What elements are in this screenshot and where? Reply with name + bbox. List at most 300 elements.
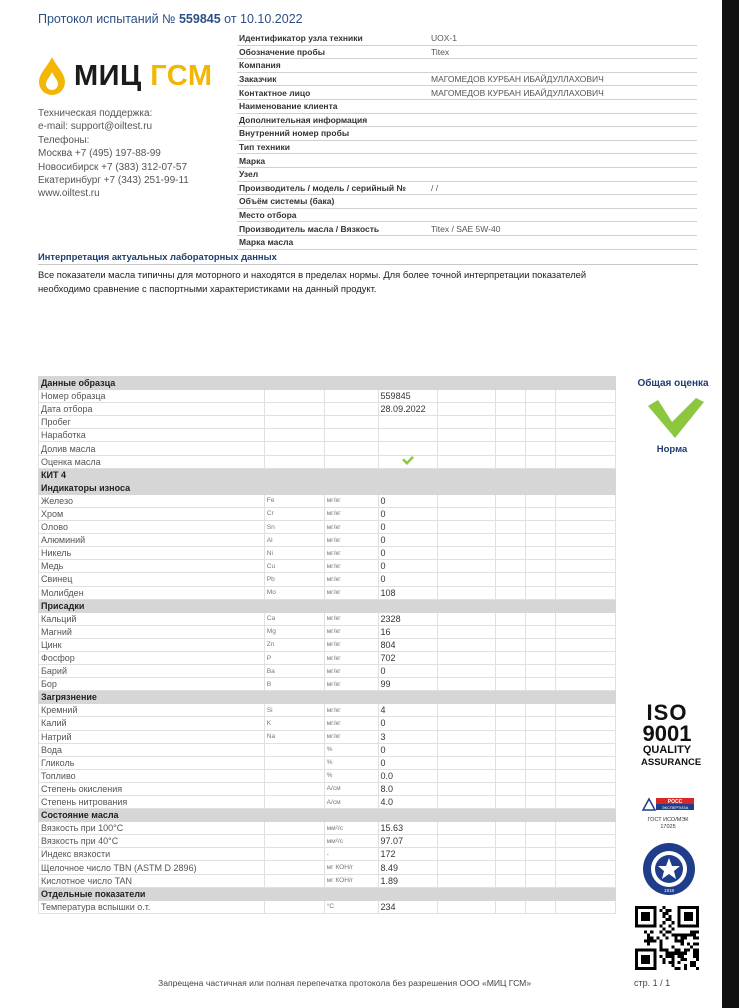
param-symbol xyxy=(264,403,324,416)
section-header-row xyxy=(39,887,616,900)
param-unit: мм²/с xyxy=(324,835,378,848)
info-value: UOX-1 xyxy=(429,32,697,45)
param-value: 0 xyxy=(378,756,437,769)
param-name: Магний xyxy=(39,625,265,638)
empty-cell xyxy=(496,717,526,730)
empty-cell xyxy=(496,442,526,455)
param-symbol: Al xyxy=(264,534,324,547)
empty-cell xyxy=(526,442,556,455)
param-symbol xyxy=(264,416,324,429)
table-row xyxy=(39,743,616,756)
param-symbol: Cu xyxy=(264,560,324,573)
param-value: 0 xyxy=(378,743,437,756)
empty-cell xyxy=(556,416,616,429)
empty-cell xyxy=(437,704,496,717)
empty-cell xyxy=(556,455,616,468)
section-title: Индикаторы износа xyxy=(39,481,616,494)
param-symbol: Mg xyxy=(264,625,324,638)
empty-cell xyxy=(496,521,526,534)
empty-cell xyxy=(526,547,556,560)
section-header-row xyxy=(39,691,616,704)
param-value: 97.07 xyxy=(378,835,437,848)
empty-cell xyxy=(496,534,526,547)
empty-cell xyxy=(496,403,526,416)
info-label: Наименование клиента xyxy=(237,99,429,113)
param-symbol xyxy=(264,861,324,874)
table-row xyxy=(39,665,616,678)
table-row xyxy=(39,547,616,560)
empty-cell xyxy=(496,625,526,638)
param-value xyxy=(378,416,437,429)
param-value: 16 xyxy=(378,625,437,638)
empty-cell xyxy=(437,521,496,534)
empty-cell xyxy=(526,900,556,913)
empty-cell xyxy=(437,861,496,874)
empty-cell xyxy=(496,651,526,664)
empty-cell xyxy=(437,782,496,795)
empty-cell xyxy=(526,717,556,730)
empty-cell xyxy=(526,416,556,429)
param-value: 108 xyxy=(378,586,437,599)
empty-cell xyxy=(556,769,616,782)
empty-cell xyxy=(526,390,556,403)
empty-cell xyxy=(496,507,526,520)
info-row xyxy=(237,86,697,100)
empty-cell xyxy=(526,612,556,625)
empty-cell xyxy=(556,678,616,691)
section-title: Отдельные показатели xyxy=(39,887,616,900)
protocol-date: от 10.10.2022 xyxy=(224,12,303,26)
empty-cell xyxy=(556,625,616,638)
table-row xyxy=(39,507,616,520)
interpretation-title: Интерпретация актуальных лабораторных данных xyxy=(38,251,698,265)
empty-cell xyxy=(437,743,496,756)
info-row xyxy=(237,32,697,45)
param-unit: мг/кг xyxy=(324,534,378,547)
empty-cell xyxy=(496,612,526,625)
empty-cell xyxy=(496,547,526,560)
empty-cell xyxy=(556,403,616,416)
empty-cell xyxy=(437,822,496,835)
logo-text xyxy=(74,60,213,93)
empty-cell xyxy=(526,403,556,416)
param-unit: A/см xyxy=(324,796,378,809)
empty-cell xyxy=(556,586,616,599)
param-unit: мг/кг xyxy=(324,573,378,586)
param-value: 3 xyxy=(378,730,437,743)
info-label: Объём системы (бака) xyxy=(237,195,429,209)
param-unit: % xyxy=(324,769,378,782)
empty-cell xyxy=(556,429,616,442)
empty-cell xyxy=(556,442,616,455)
empty-cell xyxy=(496,874,526,887)
empty-cell xyxy=(526,429,556,442)
page-edge-shadow xyxy=(722,0,739,1008)
param-value: 4.0 xyxy=(378,796,437,809)
info-value xyxy=(429,167,697,181)
university-seal-icon xyxy=(642,842,696,896)
param-symbol xyxy=(264,874,324,887)
empty-cell xyxy=(526,560,556,573)
empty-cell xyxy=(496,494,526,507)
info-row xyxy=(237,140,697,154)
contact-email[interactable]: e-mail: support@oiltest.ru xyxy=(38,121,153,133)
section-title: Присадки xyxy=(39,599,616,612)
table-row xyxy=(39,874,616,887)
param-value: 0 xyxy=(378,521,437,534)
empty-cell xyxy=(496,861,526,874)
empty-cell xyxy=(496,429,526,442)
param-symbol xyxy=(264,796,324,809)
param-value: 28.09.2022 xyxy=(378,403,437,416)
empty-cell xyxy=(526,756,556,769)
param-symbol: Sn xyxy=(264,521,324,534)
table-row xyxy=(39,403,616,416)
param-unit: мг/кг xyxy=(324,560,378,573)
table-row xyxy=(39,835,616,848)
param-name: Кислотное число TAN xyxy=(39,874,265,887)
empty-cell xyxy=(437,442,496,455)
param-value: 702 xyxy=(378,651,437,664)
param-value: 0 xyxy=(378,573,437,586)
empty-cell xyxy=(526,769,556,782)
param-name: Фосфор xyxy=(39,651,265,664)
param-unit: мг КОН/г xyxy=(324,874,378,887)
param-unit: мг/кг xyxy=(324,730,378,743)
empty-cell xyxy=(437,586,496,599)
empty-cell xyxy=(437,534,496,547)
param-value: 2328 xyxy=(378,612,437,625)
table-row xyxy=(39,494,616,507)
table-row xyxy=(39,900,616,913)
param-value xyxy=(378,429,437,442)
param-value: 0 xyxy=(378,534,437,547)
param-unit xyxy=(324,403,378,416)
empty-cell xyxy=(556,848,616,861)
empty-cell xyxy=(437,390,496,403)
param-value: 234 xyxy=(378,900,437,913)
param-symbol xyxy=(264,822,324,835)
empty-cell xyxy=(556,861,616,874)
empty-cell xyxy=(526,507,556,520)
param-name: Температура вспышки о.т. xyxy=(39,900,265,913)
info-row xyxy=(237,99,697,113)
param-value: 4 xyxy=(378,704,437,717)
empty-cell xyxy=(526,638,556,651)
empty-cell xyxy=(496,586,526,599)
info-row xyxy=(237,72,697,86)
param-name: Свинец xyxy=(39,573,265,586)
empty-cell xyxy=(556,534,616,547)
table-row xyxy=(39,717,616,730)
empty-cell xyxy=(556,390,616,403)
info-label: Внутренний номер пробы xyxy=(237,127,429,141)
param-unit: мг/кг xyxy=(324,665,378,678)
empty-cell xyxy=(556,521,616,534)
param-name: Олово xyxy=(39,521,265,534)
param-name: Натрий xyxy=(39,730,265,743)
empty-cell xyxy=(437,730,496,743)
contact-phone-ekaterinburg: Екатеринбург +7 (343) 251-99-11 xyxy=(38,175,189,187)
param-unit: мг/кг xyxy=(324,547,378,560)
empty-cell xyxy=(556,743,616,756)
empty-cell xyxy=(556,874,616,887)
flame-drop-icon xyxy=(38,56,66,96)
param-value: 8.0 xyxy=(378,782,437,795)
info-value xyxy=(429,99,697,113)
empty-cell xyxy=(496,822,526,835)
empty-cell xyxy=(496,678,526,691)
gost-label-2: 17025 xyxy=(660,824,676,830)
info-row xyxy=(237,208,697,222)
info-label: Обозначение пробы xyxy=(237,45,429,59)
param-unit: мг/кг xyxy=(324,507,378,520)
empty-cell xyxy=(437,429,496,442)
empty-cell xyxy=(437,769,496,782)
param-unit: мг/кг xyxy=(324,717,378,730)
section-header-row xyxy=(39,809,616,822)
param-unit: мг/кг xyxy=(324,521,378,534)
empty-cell xyxy=(526,796,556,809)
badge-text-2: ЭКСПЕРТИЗА xyxy=(661,805,689,810)
empty-cell xyxy=(437,416,496,429)
contact-website[interactable]: www.oiltest.ru xyxy=(38,188,100,200)
empty-cell xyxy=(526,455,556,468)
iso-line-3: QUALITY xyxy=(642,744,692,756)
param-name: Оценка масла xyxy=(39,455,265,468)
table-row xyxy=(39,678,616,691)
info-value: Titex xyxy=(429,45,697,59)
empty-cell xyxy=(556,835,616,848)
iso-9001-logo xyxy=(641,700,702,768)
table-row xyxy=(39,560,616,573)
empty-cell xyxy=(526,848,556,861)
qr-code-icon[interactable] xyxy=(635,906,699,970)
empty-cell xyxy=(556,560,616,573)
info-label: Место отбора xyxy=(237,208,429,222)
empty-cell xyxy=(437,625,496,638)
param-value xyxy=(378,455,437,468)
section-title: Данные образца xyxy=(39,377,616,390)
info-value xyxy=(429,208,697,222)
info-value xyxy=(429,235,697,249)
table-row xyxy=(39,651,616,664)
info-row xyxy=(237,222,697,236)
param-name: Долив масла xyxy=(39,442,265,455)
info-row xyxy=(237,154,697,168)
empty-cell xyxy=(496,560,526,573)
param-unit xyxy=(324,429,378,442)
empty-cell xyxy=(496,835,526,848)
overall-rating-title: Общая оценка xyxy=(637,378,709,389)
logo-main-text: МИЦ xyxy=(74,59,142,92)
info-label: Производитель масла / Вязкость xyxy=(237,222,429,236)
param-name: Номер образца xyxy=(39,390,265,403)
param-symbol: Zn xyxy=(264,638,324,651)
results-table xyxy=(38,376,616,914)
param-name: Щелочное число TBN (ASTM D 2896) xyxy=(39,861,265,874)
table-row xyxy=(39,390,616,403)
param-unit: % xyxy=(324,756,378,769)
info-row xyxy=(237,167,697,181)
param-value: 15.63 xyxy=(378,822,437,835)
param-symbol: Fe xyxy=(264,494,324,507)
info-value xyxy=(429,113,697,127)
badge-text: РОСС xyxy=(667,799,683,805)
empty-cell xyxy=(437,796,496,809)
info-label: Компания xyxy=(237,59,429,73)
param-value: 0 xyxy=(378,560,437,573)
param-symbol: Ca xyxy=(264,612,324,625)
param-unit xyxy=(324,442,378,455)
info-value: МАГОМЕДОВ КУРБАН ИБАЙДУЛЛАХОВИЧ xyxy=(429,72,697,86)
protocol-header xyxy=(38,12,303,26)
param-name: Алюминий xyxy=(39,534,265,547)
empty-cell xyxy=(437,874,496,887)
empty-cell xyxy=(526,704,556,717)
empty-cell xyxy=(437,756,496,769)
table-row xyxy=(39,455,616,468)
info-row xyxy=(237,45,697,59)
param-name: Бор xyxy=(39,678,265,691)
empty-cell xyxy=(526,534,556,547)
param-name: Степень нитрования xyxy=(39,796,265,809)
empty-cell xyxy=(437,403,496,416)
param-symbol xyxy=(264,782,324,795)
section-title: Загрязнение xyxy=(39,691,616,704)
param-symbol xyxy=(264,429,324,442)
empty-cell xyxy=(556,651,616,664)
param-symbol xyxy=(264,900,324,913)
empty-cell xyxy=(556,494,616,507)
section-title: КИТ 4 xyxy=(39,468,616,481)
param-name: Калий xyxy=(39,717,265,730)
param-value: 0 xyxy=(378,717,437,730)
empty-cell xyxy=(437,494,496,507)
info-row xyxy=(237,181,697,195)
table-row xyxy=(39,612,616,625)
param-name: Вода xyxy=(39,743,265,756)
table-row xyxy=(39,822,616,835)
table-row xyxy=(39,782,616,795)
param-unit: мм²/с xyxy=(324,822,378,835)
param-symbol: K xyxy=(264,717,324,730)
param-unit xyxy=(324,390,378,403)
interpretation-line-2: необходимо сравнение с паспортными характеристиками на данный продукт. xyxy=(38,282,377,294)
info-row xyxy=(237,113,697,127)
contact-support-label: Техническая поддержка: xyxy=(38,108,153,119)
empty-cell xyxy=(437,651,496,664)
empty-cell xyxy=(526,586,556,599)
empty-cell xyxy=(437,547,496,560)
empty-cell xyxy=(496,782,526,795)
info-label: Марка xyxy=(237,154,429,168)
empty-cell xyxy=(496,769,526,782)
empty-cell xyxy=(526,651,556,664)
table-row xyxy=(39,796,616,809)
overall-check-icon xyxy=(648,398,704,438)
table-row xyxy=(39,769,616,782)
info-value xyxy=(429,154,697,168)
empty-cell xyxy=(556,665,616,678)
param-value: 0 xyxy=(378,665,437,678)
empty-cell xyxy=(437,848,496,861)
param-name: Вязкость при 40°C xyxy=(39,835,265,848)
param-name: Кремний xyxy=(39,704,265,717)
info-value xyxy=(429,127,697,141)
gost-accreditation-logo xyxy=(640,796,696,831)
param-symbol xyxy=(264,455,324,468)
param-symbol: Mo xyxy=(264,586,324,599)
empty-cell xyxy=(496,848,526,861)
empty-cell xyxy=(526,743,556,756)
info-value xyxy=(429,140,697,154)
iso-line-1: ISO xyxy=(646,700,688,725)
overall-rating-label: Норма xyxy=(656,444,688,455)
empty-cell xyxy=(496,704,526,717)
accreditation-badge-icon xyxy=(641,796,695,812)
param-name: Молибден xyxy=(39,586,265,599)
table-row xyxy=(39,625,616,638)
param-unit: мг/кг xyxy=(324,638,378,651)
interpretation-line-1: Все показатели масла типичны для моторного и находятся в пределах нормы. Для более точной интерпретации показателей xyxy=(38,269,587,280)
param-value xyxy=(378,442,437,455)
param-value: 559845 xyxy=(378,390,437,403)
empty-cell xyxy=(526,782,556,795)
param-value: 0 xyxy=(378,507,437,520)
empty-cell xyxy=(496,390,526,403)
contact-phone-moscow: Москва +7 (495) 197-88-99 xyxy=(38,148,161,160)
info-row xyxy=(237,195,697,209)
empty-cell xyxy=(437,835,496,848)
param-value: 0 xyxy=(378,547,437,560)
empty-cell xyxy=(437,560,496,573)
gost-label-1: ГОСТ ИСО/МЭК xyxy=(647,817,689,823)
param-symbol xyxy=(264,390,324,403)
param-unit: мг/кг xyxy=(324,651,378,664)
info-value: МАГОМЕДОВ КУРБАН ИБАЙДУЛЛАХОВИЧ xyxy=(429,86,697,100)
empty-cell xyxy=(437,900,496,913)
empty-cell xyxy=(496,756,526,769)
empty-cell xyxy=(496,743,526,756)
empty-cell xyxy=(526,494,556,507)
param-unit: мг/кг xyxy=(324,704,378,717)
table-row xyxy=(39,534,616,547)
empty-cell xyxy=(526,835,556,848)
param-symbol xyxy=(264,756,324,769)
table-row xyxy=(39,848,616,861)
empty-cell xyxy=(556,822,616,835)
param-name: Топливо xyxy=(39,769,265,782)
param-unit xyxy=(324,416,378,429)
empty-cell xyxy=(556,756,616,769)
oil-ok-check-icon xyxy=(402,456,414,465)
table-row xyxy=(39,730,616,743)
empty-cell xyxy=(496,638,526,651)
info-label: Тип техники xyxy=(237,140,429,154)
param-name: Цинк xyxy=(39,638,265,651)
info-value xyxy=(429,195,697,209)
param-value: 8.49 xyxy=(378,861,437,874)
empty-cell xyxy=(496,573,526,586)
section-header-row xyxy=(39,481,616,494)
table-row xyxy=(39,586,616,599)
empty-cell xyxy=(437,717,496,730)
param-name: Кальций xyxy=(39,612,265,625)
company-logo xyxy=(38,56,213,96)
info-label: Заказчик xyxy=(237,72,429,86)
empty-cell xyxy=(556,507,616,520)
